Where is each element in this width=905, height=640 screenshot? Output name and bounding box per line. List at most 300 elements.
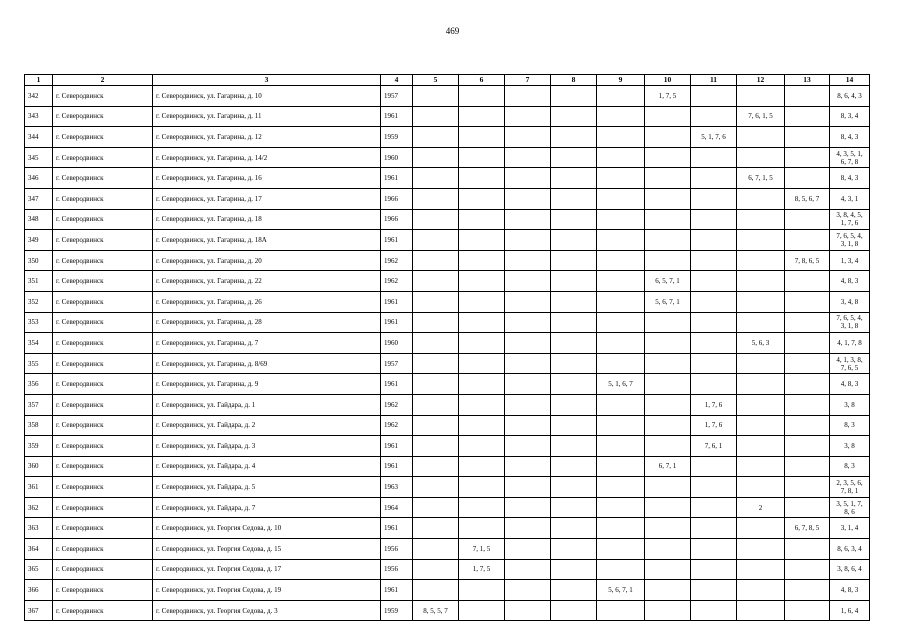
cell-code: 5, 1, 7, 6 xyxy=(691,127,737,148)
table-row xyxy=(25,559,870,580)
cell-code xyxy=(413,209,459,230)
cell-code xyxy=(645,353,691,374)
cell-row-number: 355 xyxy=(25,353,53,374)
cell-code xyxy=(691,168,737,189)
cell-row-number: 366 xyxy=(25,580,53,601)
cell-codes-total: 3, 8, 6, 4 xyxy=(830,559,870,580)
cell-code: 2 xyxy=(737,497,785,518)
cell-code xyxy=(505,250,551,271)
table-row xyxy=(25,333,870,354)
cell-settlement: г. Северодвинск xyxy=(53,539,153,560)
cell-codes-total: 4, 3, 1 xyxy=(830,188,870,209)
cell-codes-total: 3, 1, 4 xyxy=(830,518,870,539)
cell-year: 1961 xyxy=(381,168,413,189)
cell-address: г. Северодвинск, ул. Гайдара, д. 2 xyxy=(153,415,381,436)
cell-settlement: г. Северодвинск xyxy=(53,127,153,148)
cell-code xyxy=(597,147,645,168)
cell-code: 5, 6, 7, 1 xyxy=(645,291,691,312)
cell-code xyxy=(645,539,691,560)
cell-year: 1961 xyxy=(381,291,413,312)
cell-codes-total: 3, 5, 1, 7, 8, 6 xyxy=(830,497,870,518)
cell-row-number: 360 xyxy=(25,456,53,477)
cell-code xyxy=(691,600,737,621)
cell-code xyxy=(645,209,691,230)
cell-code xyxy=(597,127,645,148)
cell-code xyxy=(505,106,551,127)
cell-settlement: г. Северодвинск xyxy=(53,168,153,189)
cell-settlement: г. Северодвинск xyxy=(53,394,153,415)
cell-code xyxy=(785,559,830,580)
cell-year: 1956 xyxy=(381,559,413,580)
cell-code xyxy=(413,168,459,189)
cell-year: 1961 xyxy=(381,436,413,457)
cell-code xyxy=(505,291,551,312)
cell-code xyxy=(737,580,785,601)
header-row xyxy=(25,75,870,86)
cell-row-number: 358 xyxy=(25,415,53,436)
cell-row-number: 357 xyxy=(25,394,53,415)
cell-row-number: 344 xyxy=(25,127,53,148)
cell-row-number: 359 xyxy=(25,436,53,457)
cell-code xyxy=(413,106,459,127)
cell-code xyxy=(737,250,785,271)
cell-code xyxy=(459,250,505,271)
cell-row-number: 362 xyxy=(25,497,53,518)
column-header: 5 xyxy=(413,75,459,86)
cell-code xyxy=(459,188,505,209)
cell-address: г. Северодвинск, ул. Георгия Седова, д. 3 xyxy=(153,600,381,621)
cell-code: 1, 7, 5 xyxy=(459,559,505,580)
cell-settlement: г. Северодвинск xyxy=(53,518,153,539)
cell-code xyxy=(597,333,645,354)
table-row xyxy=(25,518,870,539)
cell-code: 6, 5, 7, 1 xyxy=(645,271,691,292)
cell-address: г. Северодвинск, ул. Гагарина, д. 10 xyxy=(153,86,381,107)
cell-code xyxy=(413,188,459,209)
cell-code xyxy=(551,312,597,333)
cell-code xyxy=(785,106,830,127)
cell-year: 1962 xyxy=(381,250,413,271)
cell-code xyxy=(785,333,830,354)
cell-code xyxy=(597,497,645,518)
cell-settlement: г. Северодвинск xyxy=(53,436,153,457)
cell-code xyxy=(459,497,505,518)
cell-address: г. Северодвинск, ул. Гагарина, д. 9 xyxy=(153,374,381,395)
cell-code xyxy=(459,147,505,168)
cell-code xyxy=(737,127,785,148)
table-row xyxy=(25,209,870,230)
table-row xyxy=(25,374,870,395)
table-row xyxy=(25,291,870,312)
cell-address: г. Северодвинск, ул. Гагарина, д. 8/69 xyxy=(153,353,381,374)
cell-codes-total: 7, 6, 5, 4, 3, 1, 8 xyxy=(830,312,870,333)
cell-code xyxy=(551,559,597,580)
table-row xyxy=(25,188,870,209)
table-row xyxy=(25,497,870,518)
cell-code xyxy=(459,436,505,457)
cell-code: 1, 7, 6 xyxy=(691,415,737,436)
cell-code xyxy=(459,168,505,189)
page-number: 469 xyxy=(445,26,460,36)
cell-code xyxy=(691,374,737,395)
cell-address: г. Северодвинск, ул. Гайдара, д. 1 xyxy=(153,394,381,415)
cell-code xyxy=(597,230,645,251)
cell-codes-total: 3, 4, 8 xyxy=(830,291,870,312)
cell-code xyxy=(551,518,597,539)
cell-code xyxy=(551,250,597,271)
cell-year: 1960 xyxy=(381,147,413,168)
cell-code xyxy=(645,127,691,148)
cell-code xyxy=(737,291,785,312)
cell-code xyxy=(737,374,785,395)
cell-codes-total: 8, 6, 3, 4 xyxy=(830,539,870,560)
cell-code xyxy=(413,333,459,354)
cell-code xyxy=(551,106,597,127)
cell-row-number: 365 xyxy=(25,559,53,580)
cell-code xyxy=(505,127,551,148)
cell-row-number: 367 xyxy=(25,600,53,621)
cell-address: г. Северодвинск, ул. Георгия Седова, д. 19 xyxy=(153,580,381,601)
cell-code xyxy=(645,333,691,354)
cell-address: г. Северодвинск, ул. Гайдара, д. 4 xyxy=(153,456,381,477)
cell-row-number: 361 xyxy=(25,477,53,498)
table-row xyxy=(25,147,870,168)
cell-codes-total: 1, 6, 4 xyxy=(830,600,870,621)
cell-code: 8, 5, 6, 7 xyxy=(785,188,830,209)
cell-address: г. Северодвинск, ул. Гагарина, д. 12 xyxy=(153,127,381,148)
cell-code xyxy=(597,86,645,107)
cell-address: г. Северодвинск, ул. Гагарина, д. 11 xyxy=(153,106,381,127)
cell-code xyxy=(785,271,830,292)
cell-code xyxy=(551,147,597,168)
cell-year: 1962 xyxy=(381,271,413,292)
cell-code xyxy=(551,188,597,209)
cell-code: 5, 6, 7, 1 xyxy=(597,580,645,601)
cell-code xyxy=(785,394,830,415)
cell-code: 7, 8, 6, 5 xyxy=(785,250,830,271)
cell-row-number: 349 xyxy=(25,230,53,251)
cell-code xyxy=(459,106,505,127)
cell-year: 1961 xyxy=(381,312,413,333)
table-row xyxy=(25,168,870,189)
cell-code xyxy=(413,374,459,395)
cell-code xyxy=(505,456,551,477)
cell-code xyxy=(691,580,737,601)
cell-code xyxy=(737,600,785,621)
cell-code xyxy=(551,353,597,374)
cell-code xyxy=(785,127,830,148)
cell-code xyxy=(597,168,645,189)
table-row xyxy=(25,539,870,560)
cell-code xyxy=(737,188,785,209)
cell-code xyxy=(597,271,645,292)
cell-settlement: г. Северодвинск xyxy=(53,600,153,621)
cell-code xyxy=(691,353,737,374)
cell-code xyxy=(551,497,597,518)
cell-code xyxy=(505,209,551,230)
cell-code xyxy=(413,580,459,601)
cell-year: 1964 xyxy=(381,497,413,518)
cell-code xyxy=(551,539,597,560)
cell-code xyxy=(505,86,551,107)
cell-code xyxy=(597,353,645,374)
cell-code xyxy=(785,580,830,601)
cell-code xyxy=(459,271,505,292)
cell-year: 1961 xyxy=(381,518,413,539)
cell-code xyxy=(737,559,785,580)
cell-address: г. Северодвинск, ул. Гагарина, д. 17 xyxy=(153,188,381,209)
column-header: 12 xyxy=(737,75,785,86)
cell-code xyxy=(459,86,505,107)
table-row xyxy=(25,415,870,436)
table-row xyxy=(25,436,870,457)
cell-codes-total: 8, 6, 4, 3 xyxy=(830,86,870,107)
cell-address: г. Северодвинск, ул. Гагарина, д. 26 xyxy=(153,291,381,312)
cell-address: г. Северодвинск, ул. Гайдара, д. 5 xyxy=(153,477,381,498)
cell-code xyxy=(413,456,459,477)
column-header: 1 xyxy=(25,75,53,86)
column-header: 11 xyxy=(691,75,737,86)
cell-settlement: г. Северодвинск xyxy=(53,250,153,271)
cell-address: г. Северодвинск, ул. Гайдара, д. 7 xyxy=(153,497,381,518)
column-header: 4 xyxy=(381,75,413,86)
cell-row-number: 345 xyxy=(25,147,53,168)
cell-code xyxy=(551,291,597,312)
cell-code xyxy=(505,600,551,621)
cell-codes-total: 3, 8, 4, 5, 1, 7, 6 xyxy=(830,209,870,230)
cell-address: г. Северодвинск, ул. Георгия Седова, д. 15 xyxy=(153,539,381,560)
cell-code xyxy=(691,188,737,209)
cell-code xyxy=(459,518,505,539)
cell-code xyxy=(505,436,551,457)
table-row xyxy=(25,106,870,127)
column-header: 14 xyxy=(830,75,870,86)
cell-codes-total: 2, 3, 5, 6, 7, 8, 1 xyxy=(830,477,870,498)
cell-year: 1962 xyxy=(381,415,413,436)
cell-code xyxy=(785,86,830,107)
cell-code xyxy=(645,168,691,189)
cell-code xyxy=(785,353,830,374)
cell-code xyxy=(597,291,645,312)
cell-settlement: г. Северодвинск xyxy=(53,333,153,354)
cell-settlement: г. Северодвинск xyxy=(53,230,153,251)
column-header: 7 xyxy=(505,75,551,86)
cell-codes-total: 4, 3, 5, 1, 6, 7, 8 xyxy=(830,147,870,168)
table-row xyxy=(25,477,870,498)
cell-code xyxy=(413,518,459,539)
cell-code xyxy=(785,291,830,312)
cell-code xyxy=(691,559,737,580)
cell-code xyxy=(785,374,830,395)
cell-row-number: 363 xyxy=(25,518,53,539)
cell-code xyxy=(645,497,691,518)
cell-code xyxy=(505,477,551,498)
cell-code xyxy=(597,394,645,415)
cell-code xyxy=(505,312,551,333)
cell-settlement: г. Северодвинск xyxy=(53,353,153,374)
cell-code xyxy=(691,291,737,312)
cell-code xyxy=(413,477,459,498)
cell-year: 1959 xyxy=(381,127,413,148)
cell-code xyxy=(785,600,830,621)
cell-code xyxy=(737,394,785,415)
cell-code xyxy=(459,333,505,354)
cell-settlement: г. Северодвинск xyxy=(53,559,153,580)
cell-code xyxy=(645,106,691,127)
cell-code xyxy=(645,559,691,580)
cell-code: 1, 7, 5 xyxy=(645,86,691,107)
cell-code xyxy=(551,456,597,477)
cell-code xyxy=(645,580,691,601)
cell-code xyxy=(737,271,785,292)
cell-code xyxy=(691,86,737,107)
cell-year: 1966 xyxy=(381,188,413,209)
cell-code xyxy=(459,456,505,477)
cell-code: 5, 1, 6, 7 xyxy=(597,374,645,395)
cell-code xyxy=(737,518,785,539)
column-header: 2 xyxy=(53,75,153,86)
cell-row-number: 356 xyxy=(25,374,53,395)
cell-code xyxy=(551,394,597,415)
cell-code xyxy=(737,86,785,107)
cell-code xyxy=(505,559,551,580)
cell-code xyxy=(413,250,459,271)
cell-code xyxy=(737,147,785,168)
cell-codes-total: 4, 1, 7, 8 xyxy=(830,333,870,354)
cell-codes-total: 4, 1, 3, 8, 7, 6, 5 xyxy=(830,353,870,374)
column-header: 9 xyxy=(597,75,645,86)
cell-code xyxy=(505,394,551,415)
cell-year: 1963 xyxy=(381,477,413,498)
cell-code xyxy=(505,188,551,209)
column-header: 6 xyxy=(459,75,505,86)
cell-code xyxy=(413,271,459,292)
table-row xyxy=(25,271,870,292)
cell-settlement: г. Северодвинск xyxy=(53,86,153,107)
table-row xyxy=(25,456,870,477)
cell-code xyxy=(505,415,551,436)
cell-code xyxy=(413,415,459,436)
cell-code: 7, 6, 1 xyxy=(691,436,737,457)
cell-code xyxy=(645,188,691,209)
cell-code xyxy=(597,209,645,230)
cell-year: 1961 xyxy=(381,580,413,601)
cell-code xyxy=(505,580,551,601)
cell-code xyxy=(691,209,737,230)
cell-address: г. Северодвинск, ул. Гагарина, д. 16 xyxy=(153,168,381,189)
cell-code xyxy=(597,188,645,209)
cell-code xyxy=(691,518,737,539)
cell-year: 1962 xyxy=(381,394,413,415)
cell-code xyxy=(459,415,505,436)
cell-code xyxy=(597,106,645,127)
cell-code xyxy=(505,147,551,168)
cell-year: 1959 xyxy=(381,600,413,621)
cell-code xyxy=(505,497,551,518)
cell-code xyxy=(737,353,785,374)
cell-code xyxy=(691,106,737,127)
cell-codes-total: 8, 3 xyxy=(830,456,870,477)
cell-code xyxy=(413,230,459,251)
cell-code xyxy=(505,353,551,374)
cell-code xyxy=(459,312,505,333)
cell-code xyxy=(459,230,505,251)
cell-code xyxy=(597,250,645,271)
cell-code xyxy=(737,539,785,560)
cell-row-number: 354 xyxy=(25,333,53,354)
cell-code: 1, 7, 6 xyxy=(691,394,737,415)
cell-row-number: 350 xyxy=(25,250,53,271)
cell-code xyxy=(737,312,785,333)
column-header: 13 xyxy=(785,75,830,86)
cell-code xyxy=(551,86,597,107)
cell-code xyxy=(785,415,830,436)
cell-code: 6, 7, 1, 5 xyxy=(737,168,785,189)
cell-year: 1956 xyxy=(381,539,413,560)
cell-address: г. Северодвинск, ул. Георгия Седова, д. 17 xyxy=(153,559,381,580)
cell-code xyxy=(645,312,691,333)
cell-code xyxy=(413,291,459,312)
cell-codes-total: 7, 6, 5, 4, 3, 1, 8 xyxy=(830,230,870,251)
cell-code xyxy=(737,456,785,477)
cell-code xyxy=(551,600,597,621)
cell-code xyxy=(551,415,597,436)
cell-code xyxy=(597,312,645,333)
cell-settlement: г. Северодвинск xyxy=(53,477,153,498)
cell-code xyxy=(737,415,785,436)
cell-code xyxy=(505,333,551,354)
cell-year: 1961 xyxy=(381,230,413,251)
cell-code xyxy=(645,147,691,168)
cell-code xyxy=(785,209,830,230)
cell-address: г. Северодвинск, ул. Гагарина, д. 28 xyxy=(153,312,381,333)
cell-code xyxy=(645,250,691,271)
cell-code xyxy=(551,436,597,457)
cell-address: г. Северодвинск, ул. Георгия Седова, д. 10 xyxy=(153,518,381,539)
cell-code xyxy=(413,539,459,560)
cell-settlement: г. Северодвинск xyxy=(53,188,153,209)
cell-code xyxy=(505,230,551,251)
cell-code xyxy=(645,374,691,395)
cell-settlement: г. Северодвинск xyxy=(53,147,153,168)
cell-codes-total: 4, 8, 3 xyxy=(830,374,870,395)
cell-code xyxy=(691,333,737,354)
cell-year: 1961 xyxy=(381,456,413,477)
cell-code xyxy=(785,456,830,477)
cell-code xyxy=(413,559,459,580)
cell-code xyxy=(645,230,691,251)
cell-address: г. Северодвинск, ул. Гагарина, д. 18А xyxy=(153,230,381,251)
cell-codes-total: 8, 3, 4 xyxy=(830,106,870,127)
cell-code xyxy=(597,600,645,621)
cell-code xyxy=(645,518,691,539)
cell-row-number: 353 xyxy=(25,312,53,333)
cell-code xyxy=(413,312,459,333)
cell-code xyxy=(413,353,459,374)
cell-code xyxy=(413,86,459,107)
cell-code xyxy=(459,394,505,415)
cell-code xyxy=(691,230,737,251)
cell-code xyxy=(691,312,737,333)
cell-code xyxy=(691,147,737,168)
cell-settlement: г. Северодвинск xyxy=(53,497,153,518)
cell-code xyxy=(691,271,737,292)
table-row xyxy=(25,127,870,148)
cell-code xyxy=(645,477,691,498)
cell-code xyxy=(691,250,737,271)
cell-code xyxy=(551,580,597,601)
cell-code xyxy=(413,497,459,518)
